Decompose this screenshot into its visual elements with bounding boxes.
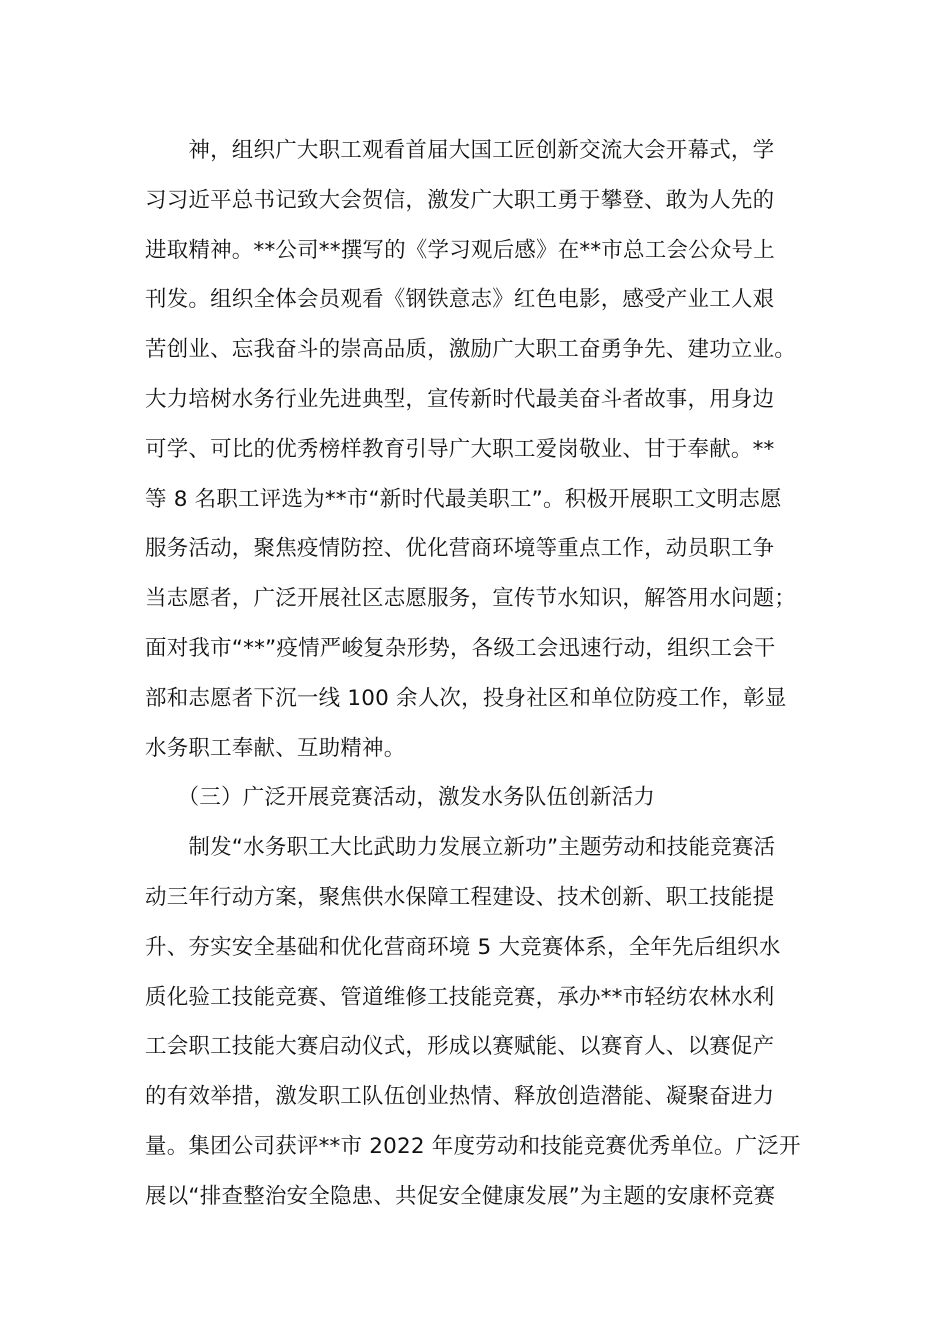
text-line: 水务职工奉献、互助精神。	[145, 735, 406, 761]
text-line: 动三年行动方案，聚焦供水保障工程建设、技术创新、职工技能提	[145, 884, 775, 910]
text-line: 展以“排查整治安全隐患、共促安全健康发展”为主题的安康杯竞赛	[145, 1183, 776, 1209]
text-line: 苦创业、忘我奋斗的崇高品质，激励广大职工奋勇争先、建功立业。	[145, 337, 797, 363]
text-line: 进取精神。**公司**撰写的《学习观后感》在**市总工会公众号上	[145, 237, 775, 263]
text-line: 等 8 名职工评选为**市“新时代最美职工”。积极开展职工文明志愿	[145, 486, 782, 512]
text-line: 大力培树水务行业先进典型，宣传新时代最美奋斗者故事，用身边	[145, 386, 775, 412]
text-line: 当志愿者，广泛开展社区志愿服务，宣传节水知识，解答用水问题；	[145, 586, 797, 612]
text-line: 部和志愿者下沉一线 100 余人次，投身社区和单位防疫工作，彰显	[145, 685, 787, 711]
text-line: 习习近平总书记致大会贺信，激发广大职工勇于攀登、敢为人先的	[145, 187, 775, 213]
text-line: 工会职工技能大赛启动仪式，形成以赛赋能、以赛育人、以赛促产	[145, 1034, 775, 1060]
text-line: 的有效举措，激发职工队伍创业热情、释放创造潜能、凝聚奋进力	[145, 1084, 775, 1110]
text-line: 制发“水务职工大比武助力发展立新功”主题劳动和技能竞赛活	[145, 835, 776, 861]
text-line: 可学、可比的优秀榜样教育引导广大职工爱岗敬业、甘于奉献。**	[145, 436, 775, 462]
text-line: 质化验工技能竞赛、管道维修工技能竞赛，承办**市轻纺农林水利	[145, 984, 775, 1010]
text-line: 神，组织广大职工观看首届大国工匠创新交流大会开幕式，学	[145, 138, 775, 163]
section-heading: （三）广泛开展竞赛活动，激发水务队伍创新活力	[145, 785, 656, 811]
text-line: 服务活动，聚焦疫情防控、优化营商环境等重点工作，动员职工争	[145, 536, 775, 562]
text-line: 刊发。组织全体会员观看《钢铁意志》红色电影，感受产业工人艰	[145, 287, 775, 313]
text-line: 升、夯实安全基础和优化营商环境 5 大竞赛体系，全年先后组织水	[145, 934, 781, 960]
body-text	[145, 126, 835, 1222]
text-line: 量。集团公司获评**市 2022 年度劳动和技能竞赛优秀单位。广泛开	[145, 1133, 801, 1159]
text-line: 面对我市“**”疫情严峻复杂形势，各级工会迅速行动，组织工会干	[145, 635, 776, 661]
